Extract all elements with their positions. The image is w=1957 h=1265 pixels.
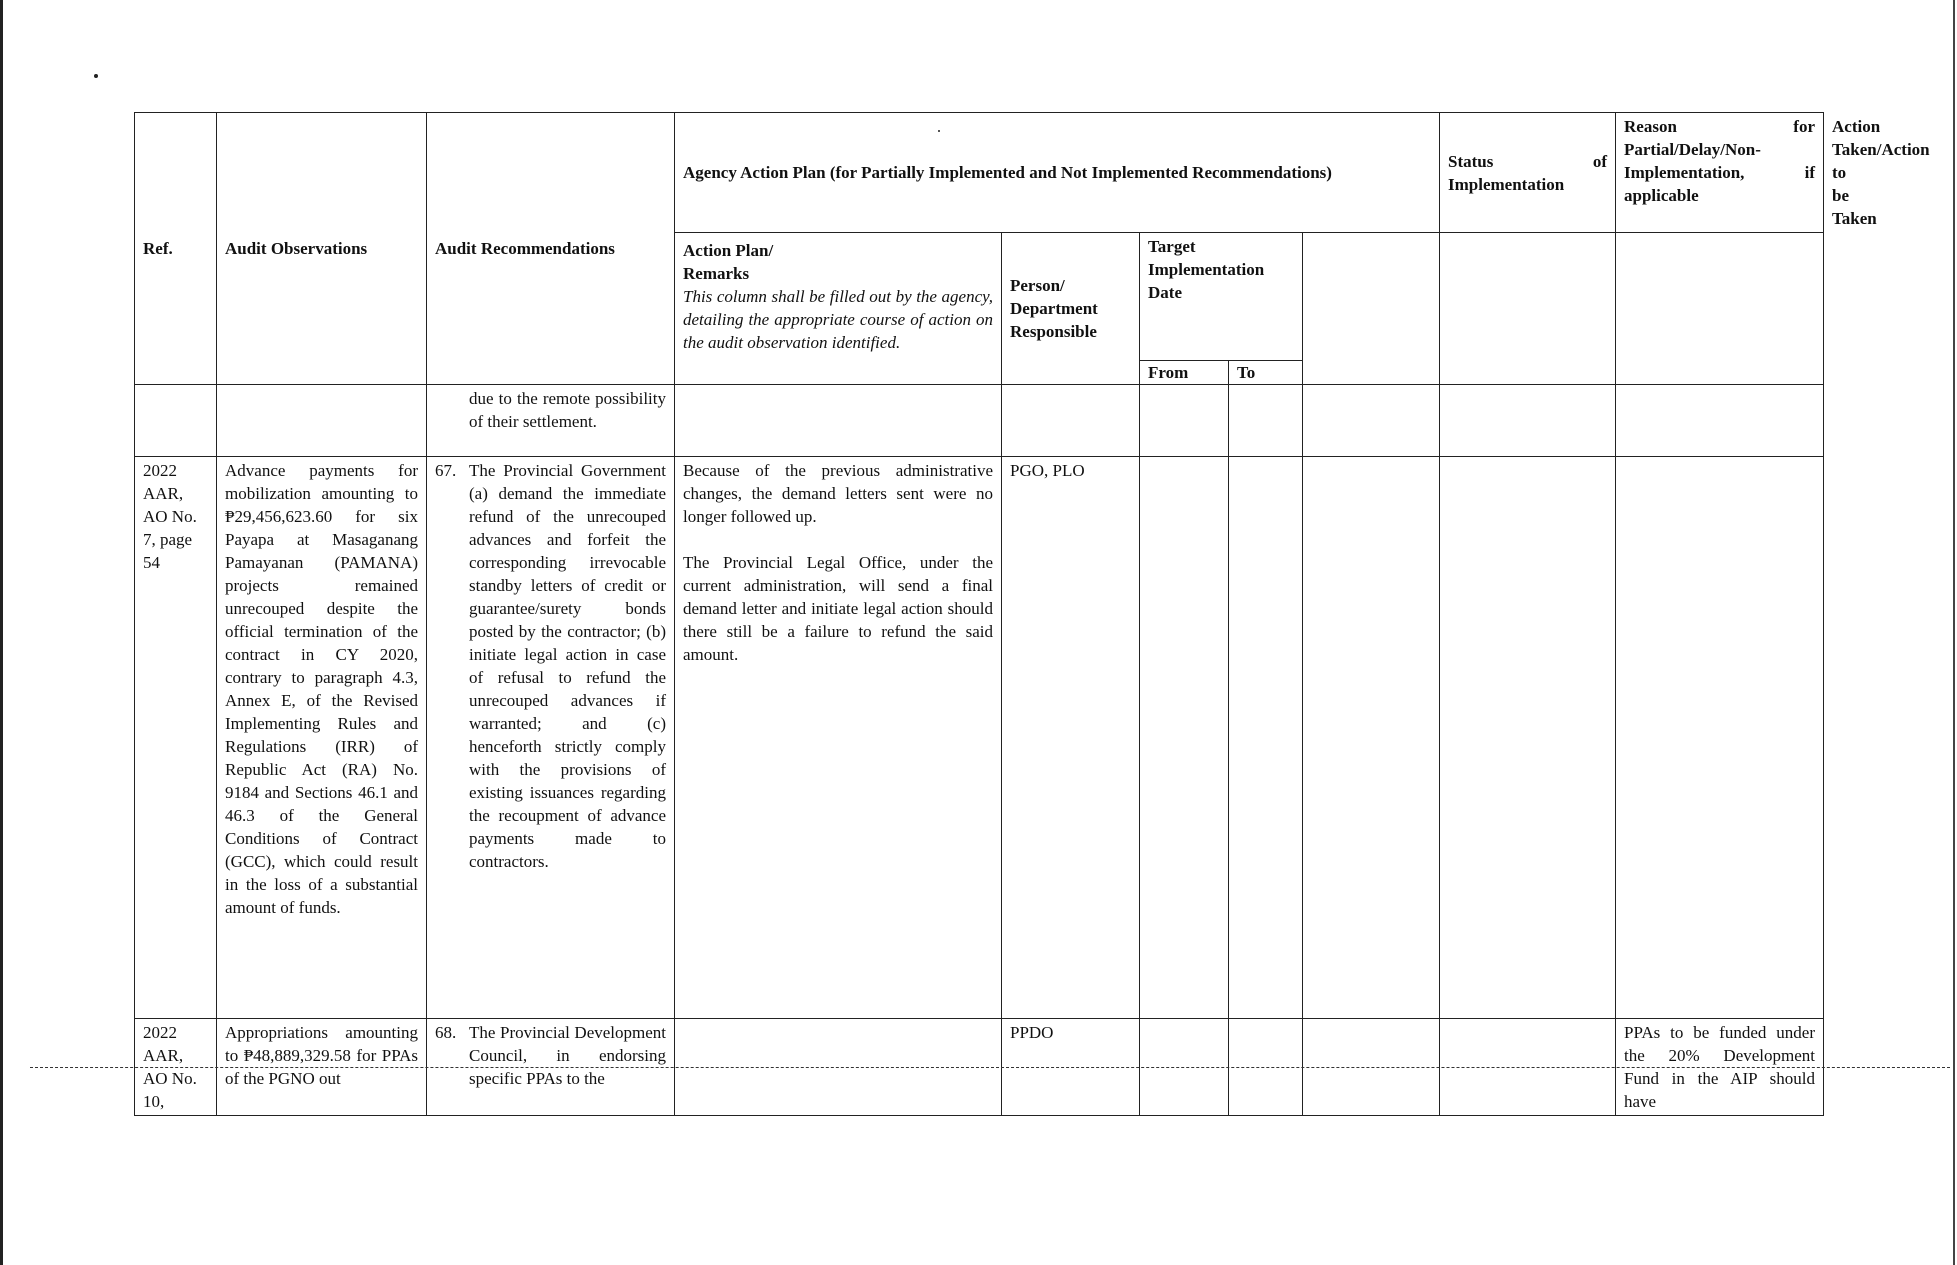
audit-recommendations-header: Audit Recommendations [427, 113, 675, 385]
status-cell [1303, 457, 1440, 1019]
page-left-edge [0, 0, 3, 1265]
reason-cell [1440, 457, 1616, 1019]
action-plan-cell [675, 457, 1002, 1019]
to-cell [1229, 457, 1303, 1019]
action-plan-title: Action Plan/ [683, 241, 774, 260]
to-header: To [1229, 361, 1303, 385]
action-plan-paragraph: Because of the previous administrative changes, the demand letters sent were no longer followed up. [683, 461, 993, 526]
audit-status-table [134, 112, 1930, 1116]
ref-cell [135, 385, 217, 457]
status-cell [1303, 385, 1440, 457]
observation-cell: Advance payments for mobilization amounting to ₱29,456,623.60 for six Payapa at Masaganang Pamayanan (PAMANA) projects remained unrecouped despite the official termination of the contract in CY 2020, contrary to paragraph 4.3, Annex E, of the Revised Implementing Rules and Regulations (IRR) of Republic Act (RA) No. 9184 and Sections 46.1 and 46.3 of the General Conditions of Contract (GCC), which could result in the loss of a substantial amount of funds. [217, 457, 427, 1019]
recommendation-number: 67. [435, 461, 457, 480]
header-row-1: Ref. Audit Observations Audit Recommendations Agency Action Plan (for Partially Implemented and Not Implemented Recommendations) Status of Implementation Reason for Partial/Delay/Non-Implementation, if applicable Action Taken/Action to be Taken [135, 113, 1824, 233]
from-cell [1140, 385, 1229, 457]
recommendation-item [435, 459, 666, 873]
status-blank-header [1303, 233, 1440, 385]
person-responsible-header: Person/ Department Responsible [1002, 233, 1140, 385]
action-plan-remarks: Remarks [683, 264, 750, 283]
action-taken-cell [1616, 457, 1824, 1019]
person-cell [1002, 385, 1140, 457]
table-row [135, 385, 1824, 457]
person-cell: PGO, PLO [1002, 457, 1140, 1019]
recommendation-text: The Provincial Development Council, in endorsing specific PPAs to the [469, 1023, 666, 1088]
recommendation-number: 68. [435, 1023, 457, 1042]
reason-blank-header [1440, 233, 1616, 385]
recommendation-item [435, 1021, 666, 1090]
recommendation-cell [427, 457, 675, 1019]
page-right-edge [1953, 0, 1955, 1265]
status-header: Status of Implementation [1440, 113, 1616, 233]
audit-observations-header: Audit Observations [217, 113, 427, 385]
ref-header: Ref. [135, 113, 217, 385]
action-taken-cell [1616, 385, 1824, 457]
person-cell: PPDO [1002, 1019, 1140, 1116]
from-cell [1140, 457, 1229, 1019]
ref-cell: 2022 AAR, AO No. 7, page 54 [135, 457, 217, 1019]
recommendation-continuation: due to the remote possibility of their settlement. [469, 389, 666, 431]
recommendation-cell [427, 385, 675, 457]
observation-cell [217, 385, 427, 457]
scan-speck [94, 74, 98, 78]
action-taken-blank-header [1616, 233, 1824, 385]
action-plan-paragraph: The Provincial Legal Office, under the current administration, will send a final demand letter and initiate legal action should there still be a failure to refund the said amount. [683, 553, 993, 664]
action-plan-note: This column shall be filled out by the agency, detailing the appropriate course of action on the audit observation identified. [683, 287, 993, 352]
to-cell [1229, 385, 1303, 457]
observation-cell: Appropriations amounting to ₱48,889,329.58 for PPAs of the PGNO out [217, 1019, 427, 1116]
ref-cell: 2022 AAR, AO No. 10, [135, 1019, 217, 1116]
recommendation-text: The Provincial Government (a) demand the immediate refund of the unrecouped advances and forfeit the corresponding irrevocable standby letters of credit or guarantee/surety bonds posted by the contractor; (b) initiate legal action in case of refusal to refund the unrecouped advances if warranted; and (c) henceforth strictly comply with the provisions of existing issuances regarding the recoupment of advance payments made to contractors. [469, 461, 666, 871]
action-taken-cell: PPAs to be funded under the 20% Development Fund in the AIP should have [1616, 1019, 1824, 1116]
target-date-header: Target Implementation Date [1140, 233, 1303, 361]
reason-cell [1440, 385, 1616, 457]
agency-action-plan-header: Agency Action Plan (for Partially Implemented and Not Implemented Recommendations) [675, 113, 1440, 233]
reason-header: Reason for Partial/Delay/Non-Implementation, if applicable [1616, 113, 1824, 233]
action-plan-cell [675, 385, 1002, 457]
table-row [135, 457, 1824, 1019]
scan-fold-line [30, 1067, 1950, 1068]
action-plan-header [675, 233, 1002, 385]
from-header: From [1140, 361, 1229, 385]
